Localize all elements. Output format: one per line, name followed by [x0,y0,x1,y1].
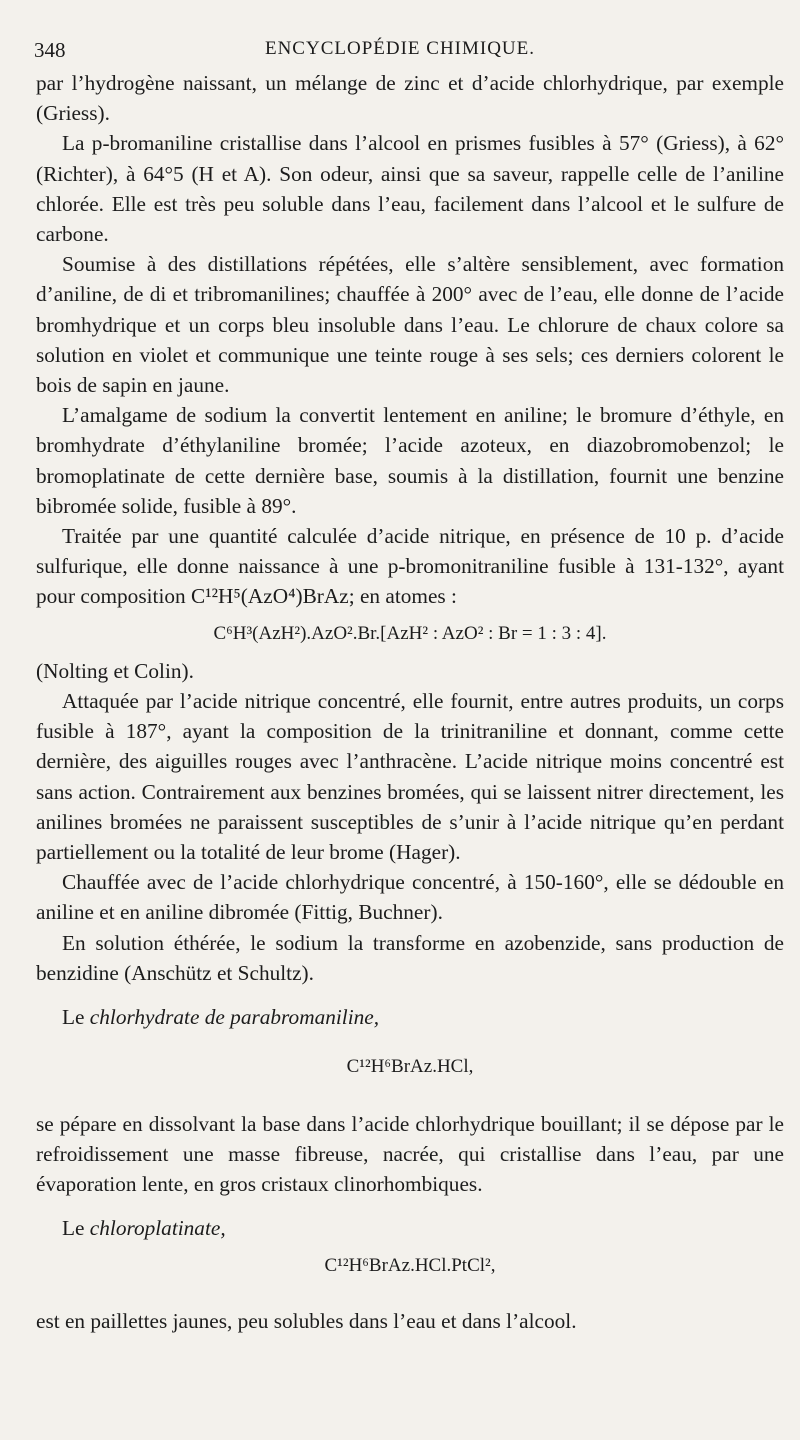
paragraph-1: par l’hydrogène naissant, un mélange de zinc et d’acide chlorhydrique, par exemple (Griess). [36,71,784,126]
running-title: ENCYCLOPÉDIE CHIMIQUE. [264,38,536,59]
paragraph-7: Attaquée par l’acide nitrique concentré, elle fournit, entre autres produits, un corps fusible à 187°, ayant la composition de la trinitraniline et donnant, comme cette dernière, des aiguilles rouges avec l’anthracène. L’acide nitrique moins concentré est sans action. Contrairement aux benzines bromées, qui se laissent nitrer directement, les anilines bromées ne paraissent susceptibles de s’unir à l’acide nitrique qu’en perdant partiellement ou la totalité de leur brome (Hager). [36,689,784,865]
formula-atoms: C⁶H³(AzH²).AzO².Br.[AzH² : AzO² : Br = 1 : 3 : 4]. [213,622,607,644]
paragraph-9: En solution éthérée, le sodium la transforme en azobenzide, sans production de benzidine (Anschütz et Schultz). [36,930,784,985]
paragraph-10-prefix: Le [62,1005,90,1030]
paragraph-8: Chauffée avec de l’acide chlorhydrique concentré, à 150-160°, elle se dédouble en aniline et en aniline dibromée (Fittig, Buchner). [36,870,784,925]
paragraph-2: La p-bromaniline cristallise dans l’alcool en prismes fusibles à 57° (Griess), à 62° (Richter), à 64°5 (H et A). Son odeur, ainsi que sa saveur, rappelle celle de l’aniline chlorée. Elle est très peu soluble dans l’eau, facilement dans l’alcool et le sulfure de carbone. [36,131,784,247]
page-number: 348 [34,38,66,62]
paragraph-4: L’amalgame de sodium la convertit lentement en aniline; le bromure d’éthyle, en bromhydrate d’éthylaniline bromée; l’acide azoteux, en diazobromobenzol; le bromoplatinate de cette dernière base, soumis à la distillation, fournit une benzine bibromée solide, fusible à 89°. [36,403,784,518]
paragraph-10-italic: chlorhydrate de parabromaniline, [89,1005,380,1030]
page-body [36,68,784,1336]
formula-chlorhydrate: C¹²H⁶BrAz.HCl, [346,1056,474,1078]
paragraph-3: Soumise à des distillations répétées, elle s’altère sensiblement, avec formation d’aniline, de di et tribromanilines; chauffée à 200° avec de l’eau, elle donne de l’acide bromhydrique et un corps bleu insoluble dans l’eau. Le chlorure de chaux colore sa solution en violet et communique une teinte rouge à ses sels; ces derniers colorent le bois de sapin en jaune. [36,252,784,398]
paragraph-10 [36,1002,784,1032]
paragraph-12-italic: chloroplatinate, [89,1216,226,1241]
paragraph-11: se pépare en dissolvant la base dans l’acide chlorhydrique bouillant; il se dépose par le refroidissement une masse fibreuse, nacrée, qui cristallise dans l’eau, par une évaporation lente, en gros cristaux clinorhombiques. [36,1111,784,1196]
paragraph-12 [36,1213,784,1243]
paragraph-12-prefix: Le [62,1216,90,1241]
paragraph-5: Traitée par une quantité calculée d’acide nitrique, en présence de 10 p. d’acide sulfurique, elle donne naissance à une p-bromonitraniline fusible à 131-132°, ayant pour composition C¹²H⁵(AzO⁴)BrAz; en atomes : [36,524,784,609]
page-header [0,38,800,68]
formula-chloroplatinate: C¹²H⁶BrAz.HCl.PtCl², [324,1255,496,1277]
paragraph-6: (Nolting et Colin). [36,658,194,683]
paragraph-13: est en paillettes jaunes, peu solubles dans l’eau et dans l’alcool. [36,1308,577,1333]
